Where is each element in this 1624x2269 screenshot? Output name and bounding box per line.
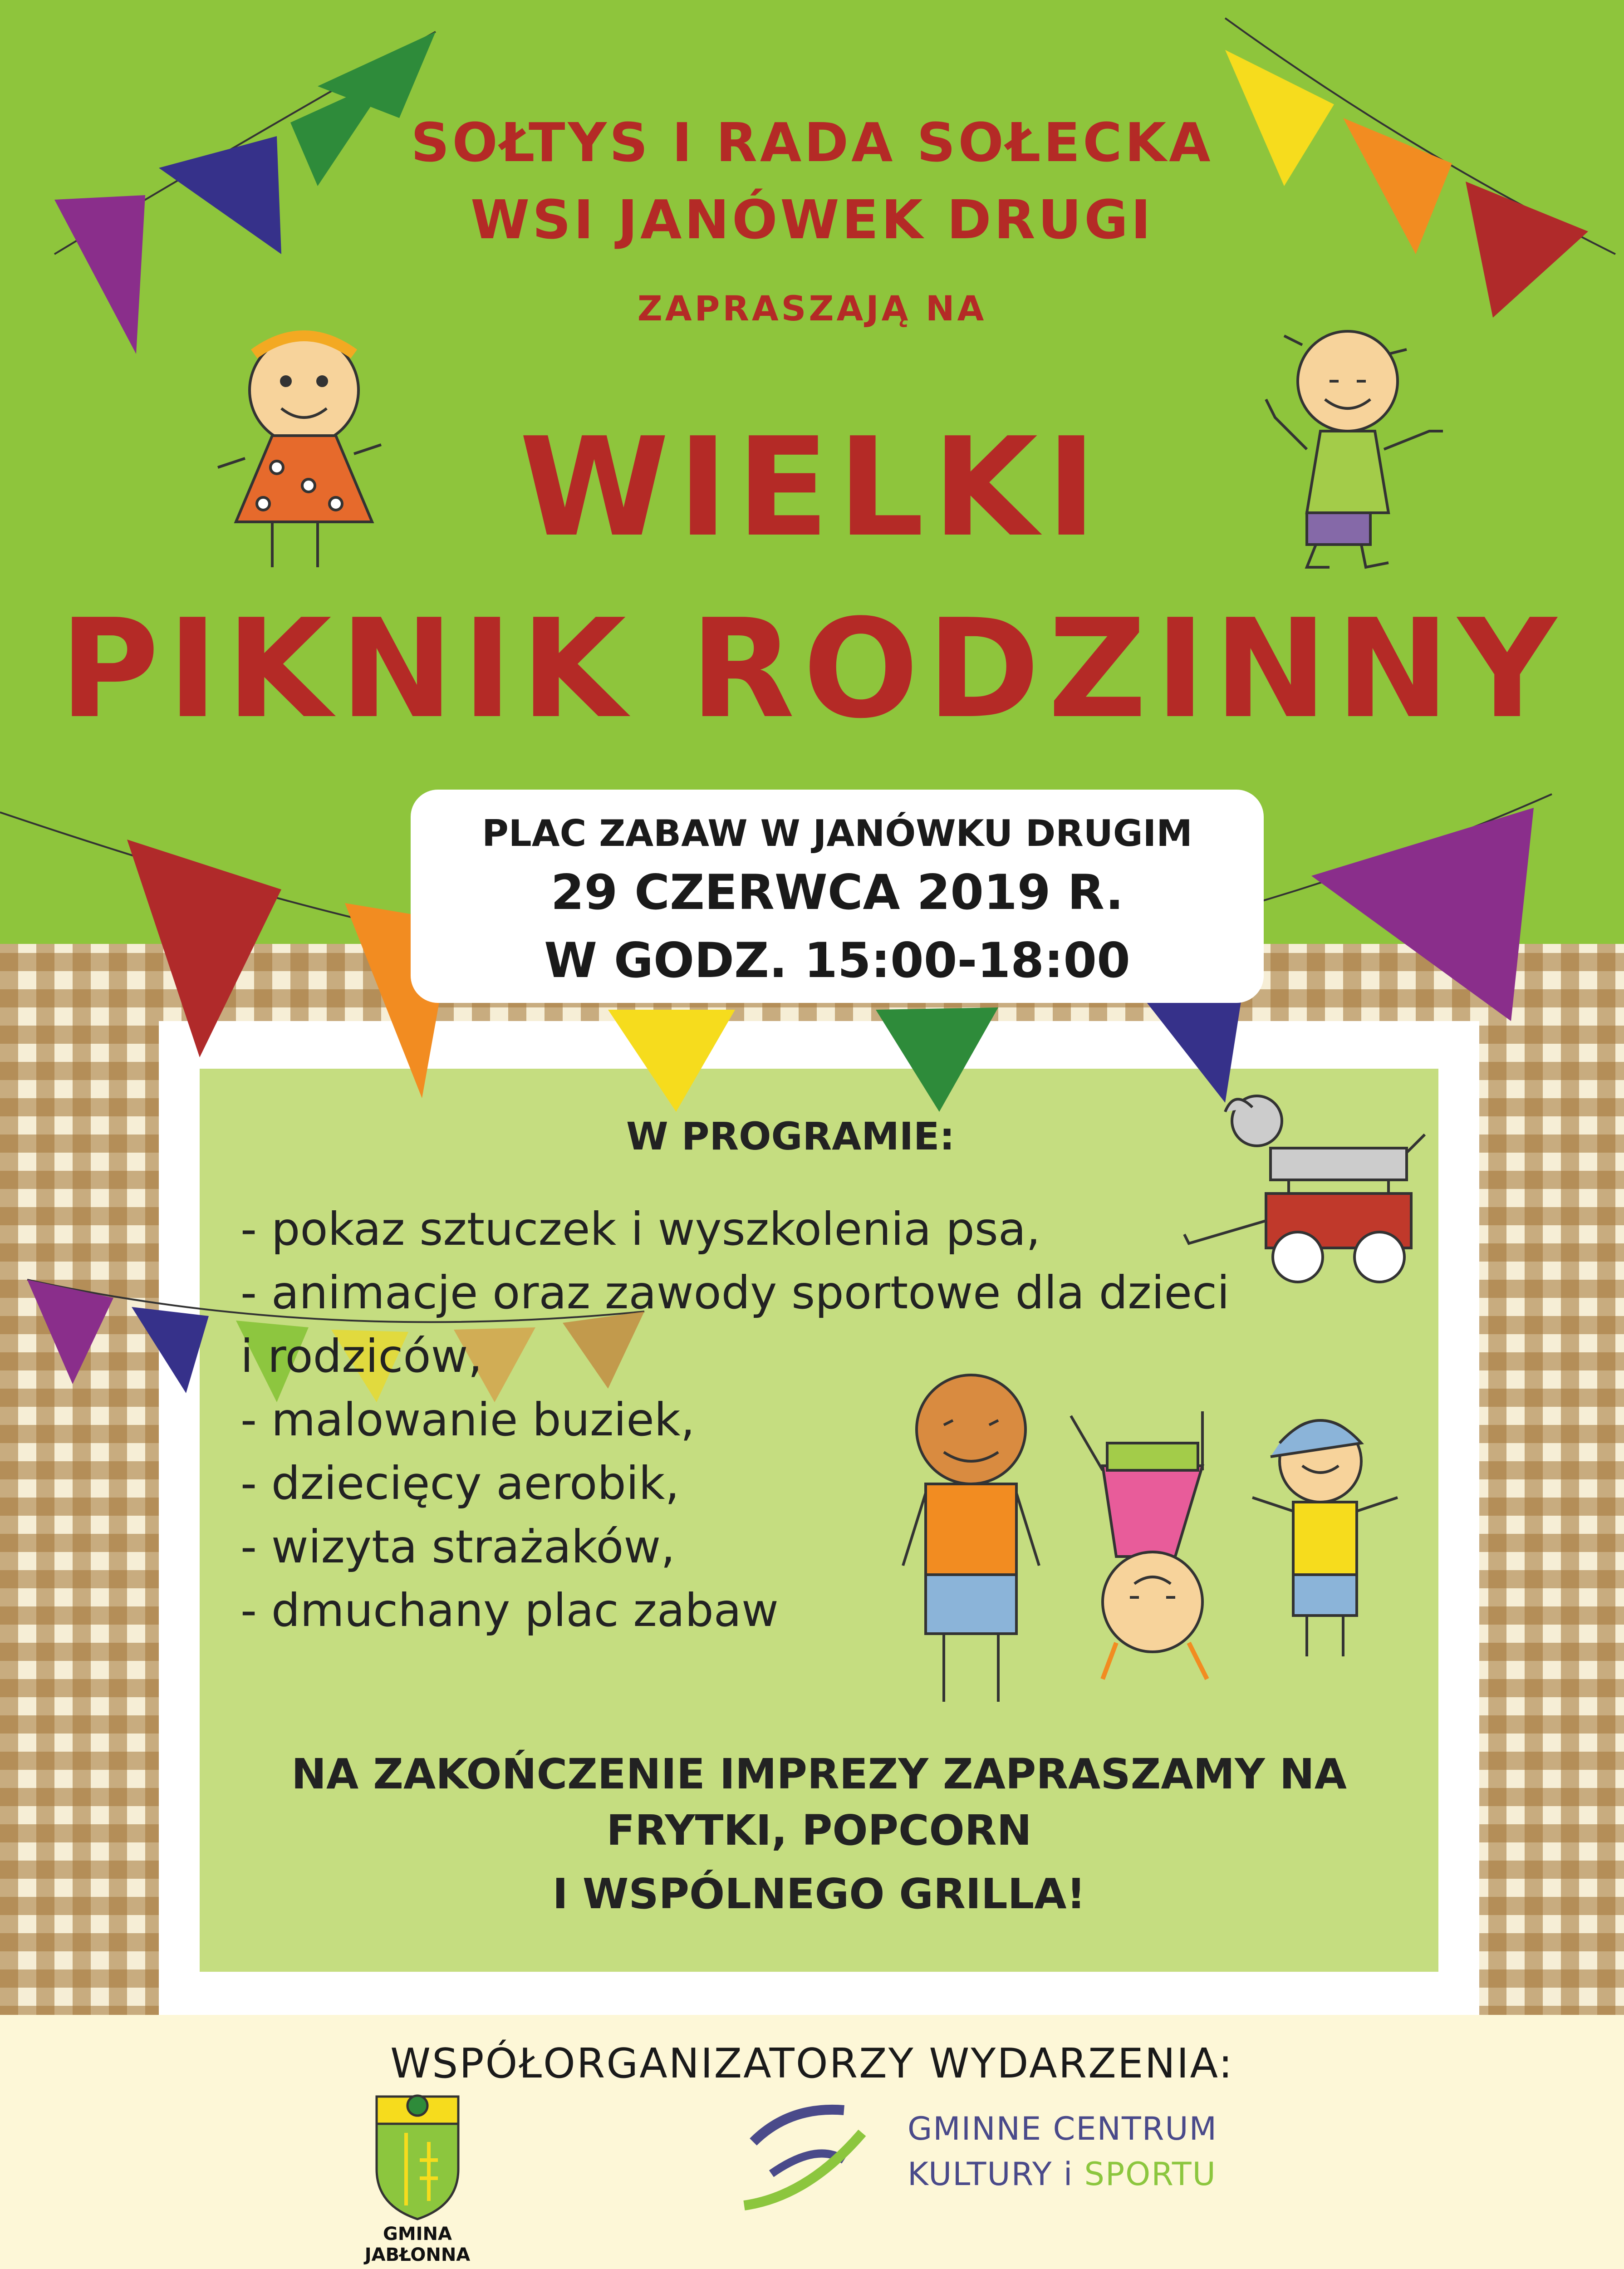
organizer-line-1: SOŁTYS I RADA SOŁECKA [411, 111, 1213, 174]
event-title-line-2: PIKNIK RODZINNY [59, 590, 1565, 748]
program-item: - wizyta strażaków, [240, 1520, 675, 1573]
gcks-logo-icon [744, 2110, 862, 2205]
program-item: - animacje oraz zawody sportowe dla dzieci [240, 1266, 1230, 1319]
gmina-jablonna-coat-of-arms-icon [377, 2096, 458, 2219]
gcks-word-i: i [1063, 2156, 1074, 2193]
event-hours: W GODZ. 15:00-18:00 [544, 933, 1130, 988]
invite-line: ZAPRASZAJĄ NA [637, 288, 987, 329]
program-item: i rodziców, [240, 1330, 483, 1383]
gcks-name-line-1: GMINNE CENTRUM [908, 2110, 1217, 2147]
boy-orange-drawing-icon [903, 1375, 1039, 1702]
gcks-word-kultury: KULTURY [908, 2156, 1053, 2193]
program-item: - dziecięcy aerobik, [240, 1457, 680, 1510]
closing-line-1: NA ZAKOŃCZENIE IMPREZY ZAPRASZAMY NA [291, 1750, 1347, 1798]
program-item: - dmuchany plac zabaw [240, 1584, 779, 1637]
organizer-line-2: WSI JANÓWEK DRUGI [470, 188, 1154, 251]
program-heading: W PROGRAMIE: [626, 1114, 955, 1159]
girl-cartwheel-drawing-icon [1071, 1411, 1207, 1679]
program-item: - malowanie buziek, [240, 1393, 695, 1446]
gcks-word-sportu: SPORTU [1084, 2156, 1217, 2193]
event-place: PLAC ZABAW W JANÓWKU DRUGIM [482, 812, 1192, 855]
co-organizers-heading: WSPÓŁORGANIZATORZY WYDARZENIA: [390, 2040, 1234, 2087]
event-title-line-1: WIELKI [519, 408, 1105, 567]
dog-wagon-icon [1184, 1096, 1425, 1282]
closing-line-3: I WSPÓLNEGO GRILLA! [552, 1870, 1086, 1918]
gcks-name-line-2 [908, 2156, 1217, 2193]
event-date: 29 CZERWCA 2019 R. [550, 864, 1124, 920]
boy-cap-drawing-icon [1252, 1420, 1398, 1656]
closing-line-2: FRYTKI, POPCORN [606, 1806, 1032, 1855]
program-item: - pokaz sztuczek i wyszkolenia psa, [240, 1203, 1040, 1256]
gmina-jablonna-label: GMINA JABŁONNA [364, 2224, 471, 2265]
